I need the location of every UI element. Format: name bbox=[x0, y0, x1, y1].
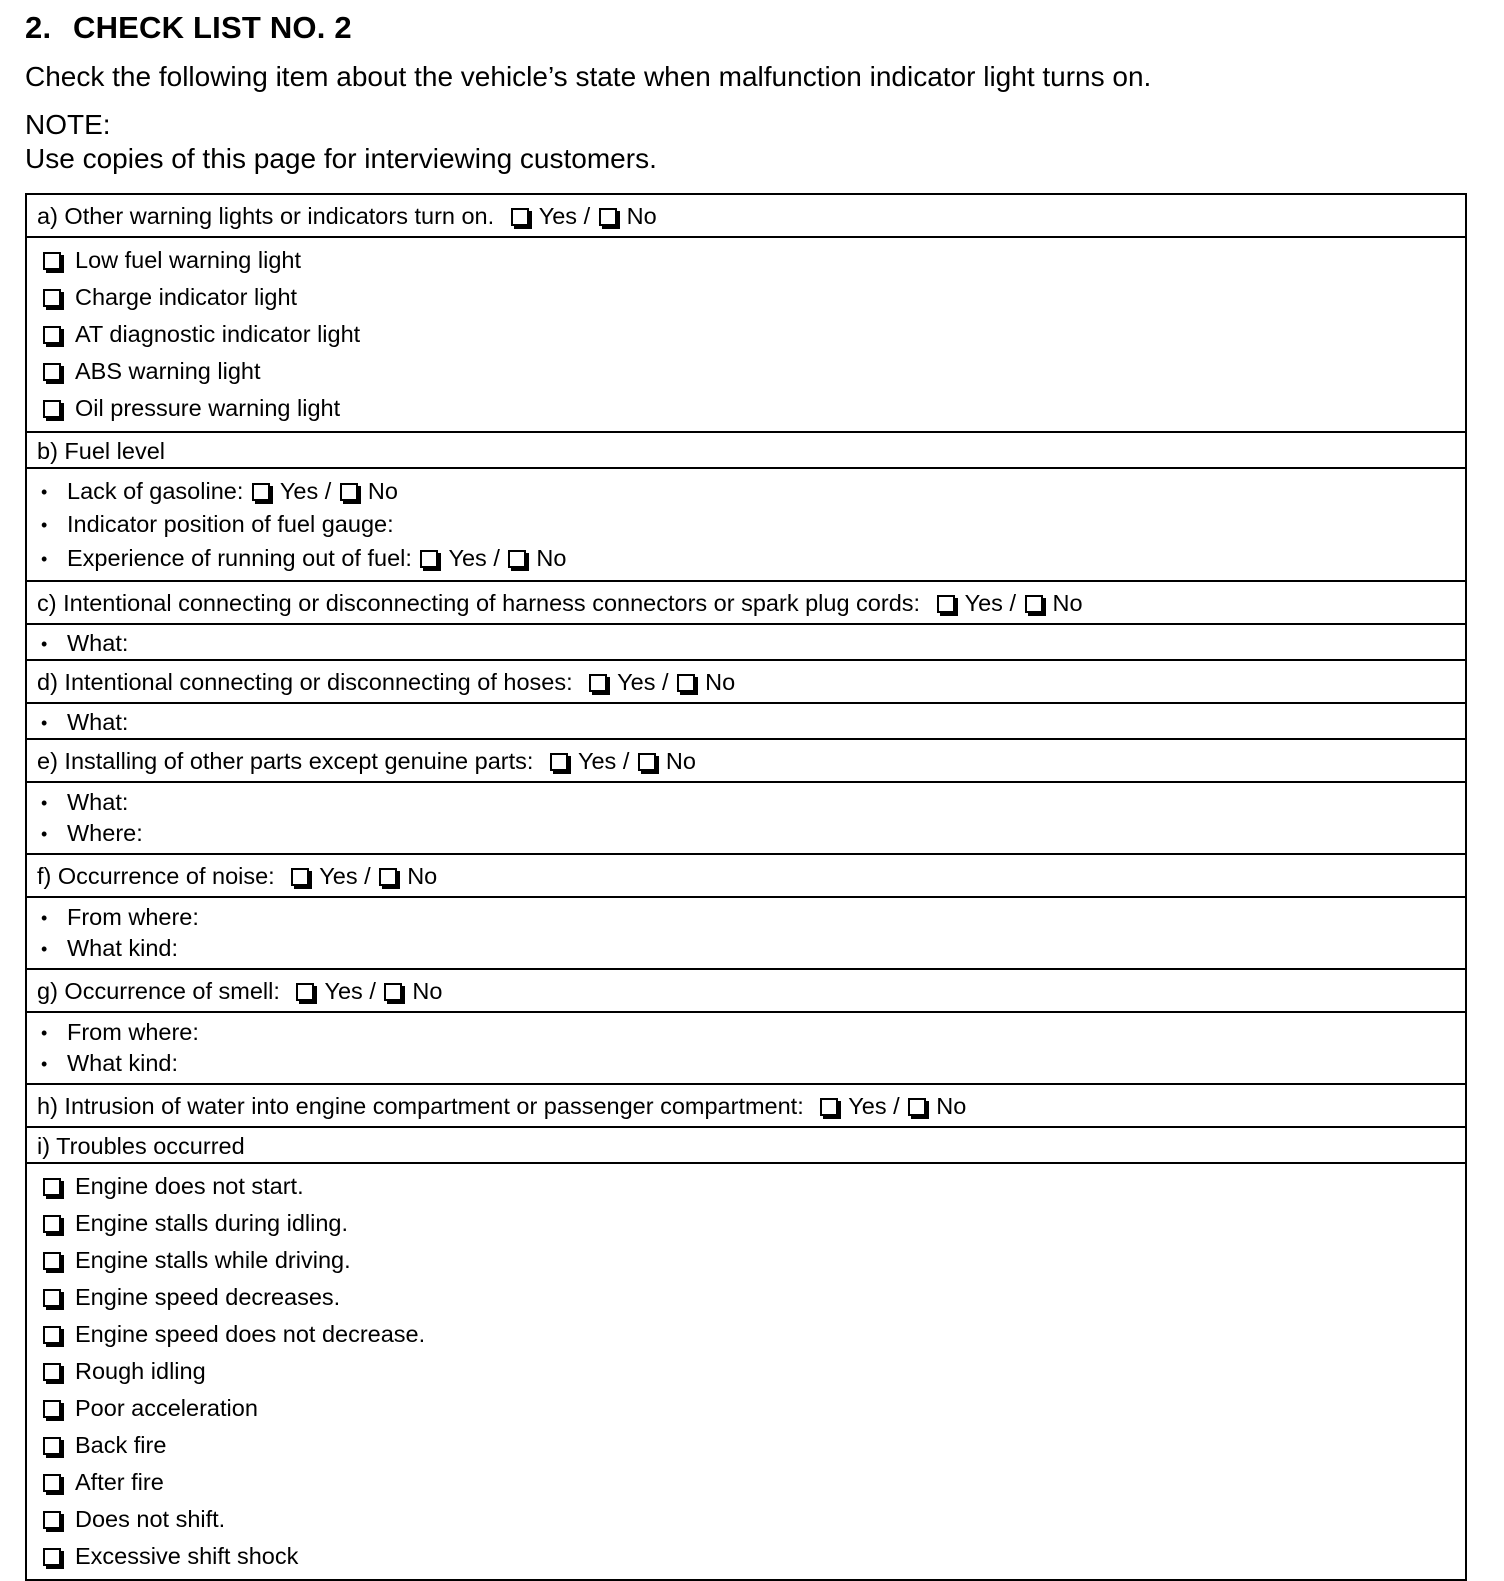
note-label: NOTE: bbox=[25, 109, 111, 140]
bullet-icon: • bbox=[41, 824, 48, 844]
item-label: Excessive shift shock bbox=[75, 1543, 299, 1569]
yes-label: Yes bbox=[538, 203, 578, 229]
checkbox-item bbox=[37, 1427, 1465, 1464]
yes-label: Yes bbox=[964, 590, 1003, 616]
bullet-icon: • bbox=[41, 634, 48, 654]
bullet-label: What: bbox=[67, 630, 129, 656]
no-label: No bbox=[705, 669, 736, 695]
checkbox-item bbox=[37, 1168, 1465, 1205]
yes-checkbox[interactable] bbox=[820, 1098, 838, 1116]
section-g-question bbox=[27, 970, 1465, 1013]
item-checkbox[interactable] bbox=[43, 1363, 61, 1381]
intro-text: Check the following item about the vehicle’s state when malfunction indicator light turns on. bbox=[25, 61, 1152, 92]
checkbox-item bbox=[37, 353, 1465, 390]
question-text: e) Installing of other parts except genuine parts: bbox=[37, 748, 534, 774]
no-checkbox[interactable] bbox=[508, 550, 526, 568]
item-label: Rough idling bbox=[75, 1358, 206, 1384]
checkbox-item bbox=[37, 242, 1465, 279]
bullet-item bbox=[37, 933, 1465, 964]
no-label: No bbox=[407, 863, 438, 889]
item-label: Back fire bbox=[75, 1432, 167, 1458]
bullet-icon: • bbox=[41, 549, 48, 569]
no-label: No bbox=[1052, 590, 1083, 616]
checkbox-item bbox=[37, 1501, 1465, 1538]
question-text: h) Intrusion of water into engine compartment or passenger compartment: bbox=[37, 1093, 804, 1119]
checkbox-item bbox=[37, 1242, 1465, 1279]
checkbox-item bbox=[37, 279, 1465, 316]
checkbox-item bbox=[37, 390, 1465, 427]
no-checkbox[interactable] bbox=[1025, 595, 1043, 613]
page-heading bbox=[25, 10, 352, 46]
bullet-item bbox=[37, 509, 1465, 540]
no-checkbox[interactable] bbox=[908, 1098, 926, 1116]
item-checkbox[interactable] bbox=[43, 1474, 61, 1492]
item-checkbox[interactable] bbox=[43, 1548, 61, 1566]
slash: / bbox=[369, 978, 376, 1004]
yes-label: Yes bbox=[617, 669, 656, 695]
section-h-question bbox=[27, 1085, 1465, 1128]
no-label: No bbox=[412, 978, 443, 1004]
section-f-question bbox=[27, 855, 1465, 898]
slash: / bbox=[662, 669, 669, 695]
section-c-details bbox=[27, 625, 1465, 661]
item-label: Poor acceleration bbox=[75, 1395, 258, 1421]
bullet-item bbox=[37, 540, 1465, 576]
item-checkbox[interactable] bbox=[43, 1215, 61, 1233]
yes-label: Yes bbox=[279, 478, 319, 504]
bullet-label: Indicator position of fuel gauge: bbox=[67, 511, 394, 537]
item-label: Engine stalls while driving. bbox=[75, 1247, 351, 1273]
question-text: c) Intentional connecting or disconnecting of harness connectors or spark plug cords: bbox=[37, 590, 921, 616]
yes-label: Yes bbox=[324, 978, 363, 1004]
section-a-items bbox=[27, 238, 1465, 433]
bullet-label: What: bbox=[67, 789, 129, 815]
bullet-label: What kind: bbox=[67, 1050, 179, 1076]
bullet-item bbox=[37, 787, 1465, 818]
section-b-question bbox=[27, 433, 1465, 469]
heading-number: 2. bbox=[25, 10, 52, 45]
section-b-details bbox=[27, 469, 1465, 582]
yes-checkbox[interactable] bbox=[511, 208, 529, 226]
item-label: After fire bbox=[75, 1469, 164, 1495]
item-checkbox[interactable] bbox=[43, 1511, 61, 1529]
bullet-icon: • bbox=[41, 908, 48, 928]
yes-checkbox[interactable] bbox=[252, 483, 270, 501]
item-label: ABS warning light bbox=[75, 358, 261, 384]
no-checkbox[interactable] bbox=[340, 483, 358, 501]
slash: / bbox=[364, 863, 371, 889]
slash: / bbox=[622, 748, 630, 774]
section-g-details bbox=[27, 1013, 1465, 1085]
yes-checkbox[interactable] bbox=[420, 550, 438, 568]
yes-checkbox[interactable] bbox=[296, 983, 314, 1001]
slash: / bbox=[583, 203, 591, 229]
bullet-label: From where: bbox=[67, 1019, 199, 1045]
bullet-label: From where: bbox=[67, 904, 199, 930]
item-label: AT diagnostic indicator light bbox=[75, 321, 361, 347]
item-label: Charge indicator light bbox=[75, 284, 298, 310]
item-label: Engine speed does not decrease. bbox=[75, 1321, 426, 1347]
bullet-label: Where: bbox=[67, 820, 143, 846]
no-checkbox[interactable] bbox=[384, 983, 402, 1001]
yes-label: Yes bbox=[448, 545, 487, 571]
checkbox-item bbox=[37, 1279, 1465, 1316]
checklist-table bbox=[25, 193, 1467, 1581]
note-text: Use copies of this page for interviewing customers. bbox=[25, 143, 657, 174]
item-label: Low fuel warning light bbox=[75, 247, 301, 273]
yes-label: Yes bbox=[848, 1093, 887, 1119]
question-text: a) Other warning lights or indicators turn on. bbox=[37, 203, 495, 229]
no-checkbox[interactable] bbox=[638, 753, 656, 771]
checkbox-item bbox=[37, 1464, 1465, 1501]
section-e-question bbox=[27, 740, 1465, 783]
slash: / bbox=[493, 545, 500, 571]
question-text: f) Occurrence of noise: bbox=[37, 863, 275, 889]
yes-label: Yes bbox=[577, 748, 617, 774]
question-text: g) Occurrence of smell: bbox=[37, 978, 280, 1004]
item-checkbox[interactable] bbox=[43, 1326, 61, 1344]
bullet-item bbox=[37, 902, 1465, 933]
section-c-question bbox=[27, 582, 1465, 625]
no-label: No bbox=[536, 545, 567, 571]
checkbox-item bbox=[37, 1390, 1465, 1427]
bullet-item bbox=[37, 1017, 1465, 1048]
bullet-icon: • bbox=[41, 482, 48, 502]
item-checkbox[interactable] bbox=[43, 363, 61, 381]
bullet-icon: • bbox=[41, 713, 48, 733]
bullet-label: Experience of running out of fuel: bbox=[67, 545, 412, 571]
bullet-icon: • bbox=[41, 515, 48, 535]
bullet-label: Lack of gasoline: bbox=[67, 478, 244, 504]
item-checkbox[interactable] bbox=[43, 1437, 61, 1455]
checkbox-item bbox=[37, 1205, 1465, 1242]
bullet-item bbox=[37, 1048, 1465, 1079]
no-checkbox[interactable] bbox=[599, 208, 617, 226]
heading-title: CHECK LIST NO. 2 bbox=[73, 10, 352, 45]
item-checkbox[interactable] bbox=[43, 1178, 61, 1196]
slash: / bbox=[324, 478, 332, 504]
no-label: No bbox=[367, 478, 398, 504]
slash: / bbox=[1009, 590, 1016, 616]
section-e-details bbox=[27, 783, 1465, 855]
item-label: Does not shift. bbox=[75, 1506, 226, 1532]
item-checkbox[interactable] bbox=[43, 1289, 61, 1307]
bullet-label: What kind: bbox=[67, 935, 179, 961]
bullet-item bbox=[37, 473, 1465, 509]
item-label: Oil pressure warning light bbox=[75, 395, 341, 421]
question-text: d) Intentional connecting or disconnecting of hoses: bbox=[37, 669, 573, 695]
no-checkbox[interactable] bbox=[677, 674, 695, 692]
checkbox-item bbox=[37, 1353, 1465, 1390]
item-label: Engine does not start. bbox=[75, 1173, 304, 1199]
section-d-question bbox=[27, 661, 1465, 704]
no-label: No bbox=[936, 1093, 967, 1119]
yes-checkbox[interactable] bbox=[291, 868, 309, 886]
bullet-icon: • bbox=[41, 793, 48, 813]
bullet-icon: • bbox=[41, 1054, 48, 1074]
item-checkbox[interactable] bbox=[43, 326, 61, 344]
no-checkbox[interactable] bbox=[379, 868, 397, 886]
no-label: No bbox=[665, 748, 696, 774]
item-checkbox[interactable] bbox=[43, 1252, 61, 1270]
section-d-details bbox=[27, 704, 1465, 740]
item-checkbox[interactable] bbox=[43, 1400, 61, 1418]
question-text: b) Fuel level bbox=[37, 438, 165, 464]
no-label: No bbox=[626, 203, 657, 229]
section-i-items bbox=[27, 1164, 1465, 1579]
yes-checkbox[interactable] bbox=[550, 753, 568, 771]
bullet-icon: • bbox=[41, 1023, 48, 1043]
item-label: Engine speed decreases. bbox=[75, 1284, 341, 1310]
question-text: i) Troubles occurred bbox=[37, 1133, 245, 1159]
checkbox-item bbox=[37, 316, 1465, 353]
item-label: Engine stalls during idling. bbox=[75, 1210, 349, 1236]
section-a-question bbox=[27, 195, 1465, 238]
section-i-question bbox=[27, 1128, 1465, 1164]
bullet-icon: • bbox=[41, 939, 48, 959]
yes-checkbox[interactable] bbox=[589, 674, 607, 692]
yes-checkbox[interactable] bbox=[937, 595, 955, 613]
checkbox-item bbox=[37, 1538, 1465, 1575]
section-f-details bbox=[27, 898, 1465, 970]
slash: / bbox=[893, 1093, 900, 1119]
bullet-label: What: bbox=[67, 709, 129, 735]
checkbox-item bbox=[37, 1316, 1465, 1353]
item-checkbox[interactable] bbox=[43, 289, 61, 307]
item-checkbox[interactable] bbox=[43, 252, 61, 270]
item-checkbox[interactable] bbox=[43, 400, 61, 418]
bullet-item bbox=[37, 818, 1465, 849]
yes-label: Yes bbox=[319, 863, 358, 889]
